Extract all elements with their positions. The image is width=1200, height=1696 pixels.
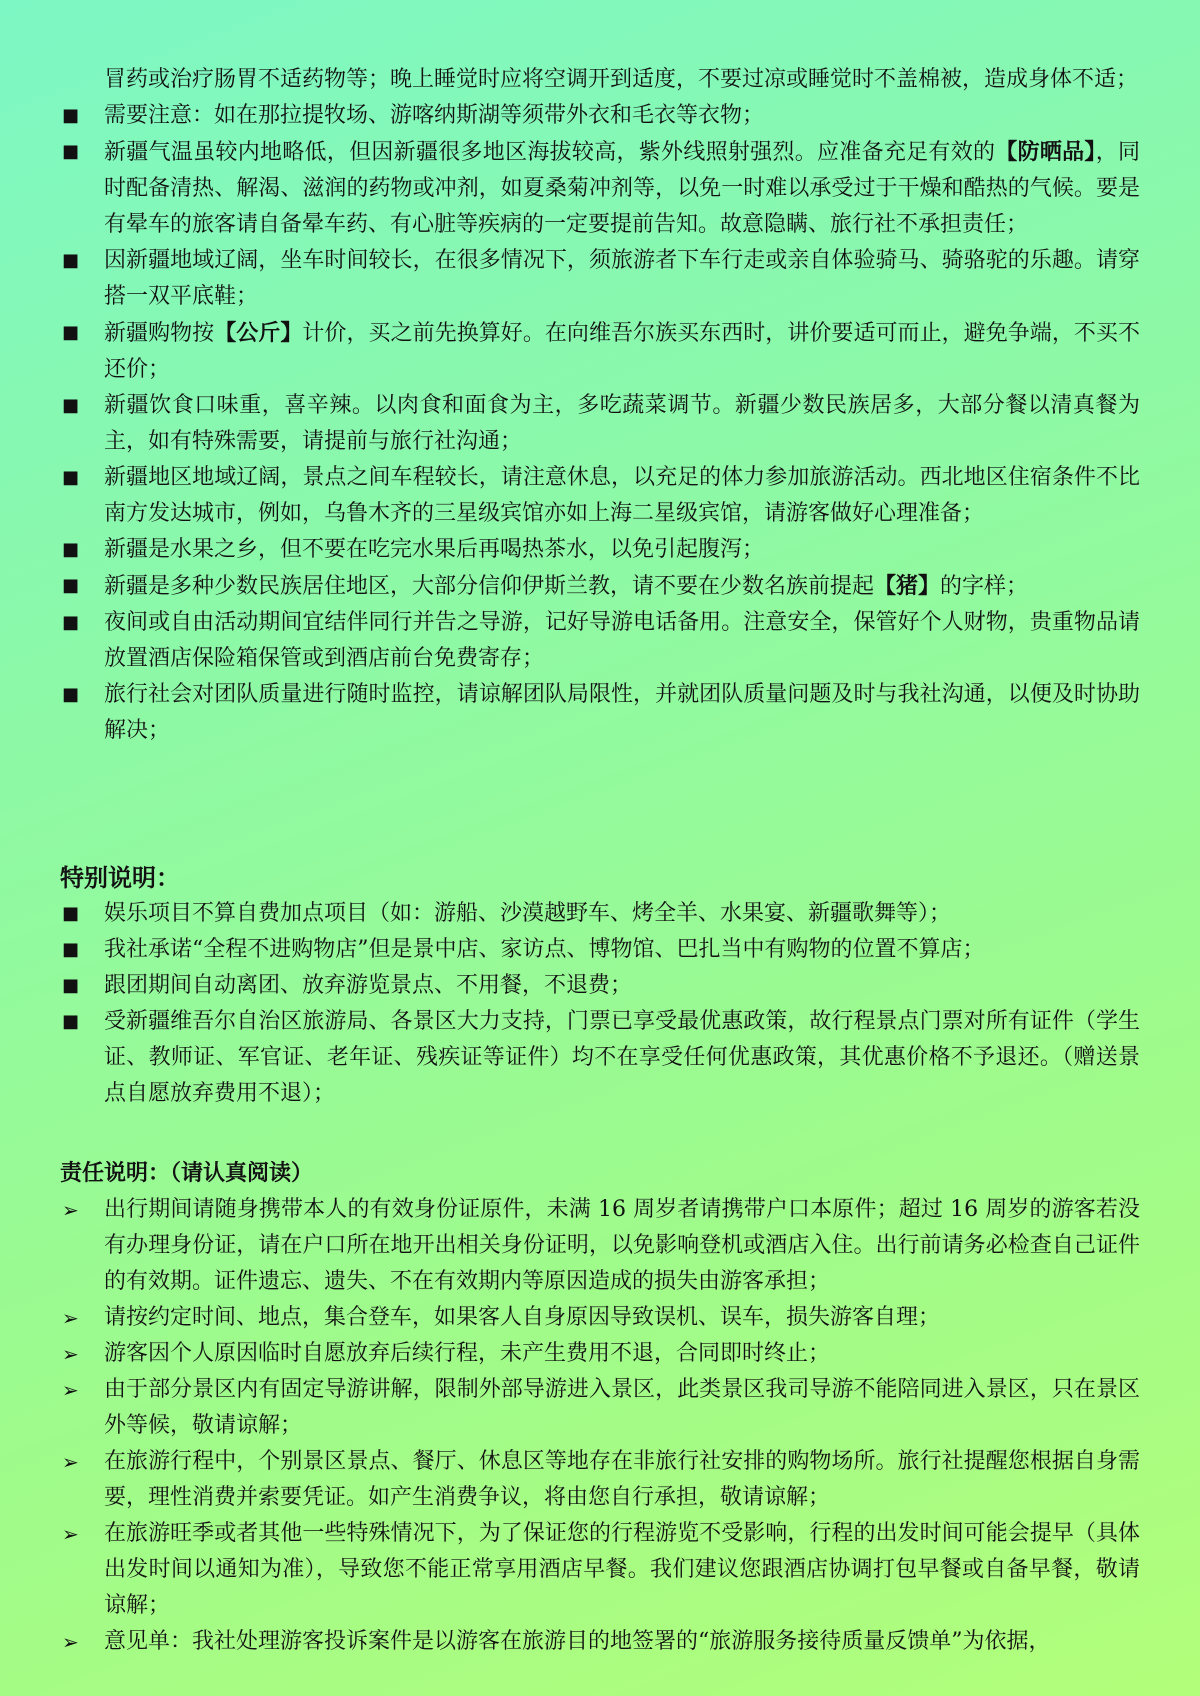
item-text: 因新疆地域辽阔，坐车时间较长，在很多情况下，须旅游者下车行走或亲自体验骑马、骑骆驼的乐趣。请穿搭一双平底鞋； <box>104 248 1140 309</box>
item-text: 新疆气温虽较内地略低，但因新疆很多地区海拔较高，紫外线照射强烈。应准备充足有效的 <box>104 140 996 165</box>
special-note-item <box>60 968 1140 1004</box>
item-text: 娱乐项目不算自费加点项目（如：游船、沙漠越野车、烤全羊、水果宴、新疆歌舞等）； <box>104 901 952 926</box>
note-item <box>60 243 1140 315</box>
square-bullet-icon: ■ <box>62 684 80 705</box>
note-item <box>60 568 1140 605</box>
arrow-bullet-icon: ➢ <box>62 1198 79 1222</box>
emphasis-text: 【公斤】 <box>214 320 303 346</box>
item-text: 游客因个人原因临时自愿放弃后续行程，未产生费用不退，合同即时终止； <box>104 1341 831 1366</box>
item-text: 意见单：我社处理游客投诉案件是以游客在旅游目的地签署的“旅游服务接待质量反馈单”为依据， <box>104 1629 1051 1654</box>
emphasis-text: 【猪】 <box>874 573 941 599</box>
item-text: 计价，买之前先换算好。在向维吾尔族买东西时，讲价要适可而止，避免争端，不买不还价； <box>104 321 1140 382</box>
note-item <box>60 388 1140 460</box>
square-bullet-icon: ■ <box>62 322 80 343</box>
item-text: 新疆地区地域辽阔，景点之间车程较长，请注意休息，以充足的体力参加旅游活动。西北地区住宿条件不比南方发达城市，例如，乌鲁木齐的三星级宾馆亦如上海二星级宾馆，请游客做好心理准备； <box>104 465 1140 526</box>
arrow-bullet-icon: ➢ <box>62 1306 79 1330</box>
square-bullet-icon: ■ <box>62 975 80 996</box>
arrow-bullet-icon: ➢ <box>62 1630 79 1654</box>
responsibility-item <box>60 1336 1140 1372</box>
note-item <box>60 460 1140 532</box>
note-item <box>60 532 1140 568</box>
responsibility-section <box>60 1156 1140 1660</box>
notes-list <box>60 98 1140 749</box>
item-text: 新疆是水果之乡，但不要在吃完水果后再喝热茶水，以免引起腹泻； <box>104 537 765 562</box>
item-text: 在旅游旺季或者其他一些特殊情况下，为了保证您的行程游览不受影响，行程的出发时间可能会提早（具体出发时间以通知为准），导致您不能正常享用酒店早餐。我们建议您跟酒店协调打包早餐或自备早餐，敬请谅解； <box>104 1521 1140 1618</box>
square-bullet-icon: ■ <box>62 539 80 560</box>
responsibility-item <box>60 1444 1140 1516</box>
square-bullet-icon: ■ <box>62 903 80 924</box>
top-continuation-text: 冒药或治疗肠胃不适药物等；晚上睡觉时应将空调开到适度，不要过凉或睡觉时不盖棉被，造成身体不适； <box>104 67 1139 92</box>
square-bullet-icon: ■ <box>62 1011 80 1032</box>
responsibility-heading: 责任说明：（请认真阅读） <box>60 1161 314 1186</box>
arrow-bullet-icon: ➢ <box>62 1450 79 1474</box>
special-note-item <box>60 1004 1140 1112</box>
item-text: 新疆是多种少数民族居住地区，大部分信仰伊斯兰教，请不要在少数名族前提起 <box>104 574 875 599</box>
emphasis-text: 【防晒品】 <box>995 139 1096 165</box>
square-bullet-icon: ■ <box>62 395 80 416</box>
square-bullet-icon: ■ <box>62 939 80 960</box>
item-text: 需要注意：如在那拉提牧场、游喀纳斯湖等须带外衣和毛衣等衣物； <box>104 103 765 128</box>
note-item <box>60 677 1140 749</box>
item-text: 请按约定时间、地点，集合登车，如果客人自身原因导致误机、误车，损失游客自理； <box>104 1305 941 1330</box>
travel-notes-section <box>60 62 1140 749</box>
responsibility-item <box>60 1300 1140 1336</box>
item-text: 新疆饮食口味重，喜辛辣。以肉食和面食为主，多吃蔬菜调节。新疆少数民族居多，大部分餐以清真餐为主，如有特殊需要，请提前与旅行社沟通； <box>104 393 1140 454</box>
item-text: 我社承诺“全程不进购物店”但是景中店、家访点、博物馆、巴扎当中有购物的位置不算店； <box>104 937 985 962</box>
item-text: 由于部分景区内有固定导游讲解，限制外部导游进入景区，此类景区我司导游不能陪同进入景区，只在景区外等候，敬请谅解； <box>104 1377 1140 1438</box>
square-bullet-icon: ■ <box>62 612 80 633</box>
item-text: 在旅游行程中，个别景区景点、餐厅、休息区等地存在非旅行社安排的购物场所。旅行社提醒您根据自身需要，理性消费并索要凭证。如产生消费争议，将由您自行承担，敬请谅解； <box>104 1449 1140 1510</box>
arrow-bullet-icon: ➢ <box>62 1522 79 1546</box>
item-text: 跟团期间自动离团、放弃游览景点、不用餐，不退费； <box>104 973 633 998</box>
responsibility-item <box>60 1624 1140 1660</box>
special-notes-heading: 特别说明： <box>60 864 180 892</box>
responsibility-item <box>60 1192 1140 1300</box>
responsibility-list <box>60 1192 1140 1660</box>
item-text: 的字样； <box>940 574 1029 599</box>
square-bullet-icon: ■ <box>62 105 80 126</box>
item-text: 新疆购物按 <box>104 321 215 346</box>
square-bullet-icon: ■ <box>62 467 80 488</box>
item-text: 旅行社会对团队质量进行随时监控，请谅解团队局限性，并就团队质量问题及时与我社沟通，以便及时协助解决； <box>104 682 1140 743</box>
item-text: 受新疆维吾尔自治区旅游局、各景区大力支持，门票已享受最优惠政策，故行程景点门票对所有证件（学生证、教师证、军官证、老年证、残疾证等证件）均不在享受任何优惠政策，其优惠价格不予退还。（赠送景点自愿放弃费用不退）； <box>104 1009 1140 1106</box>
responsibility-item <box>60 1372 1140 1444</box>
square-bullet-icon: ■ <box>62 141 80 162</box>
square-bullet-icon: ■ <box>62 250 80 271</box>
special-note-item <box>60 896 1140 932</box>
special-note-item <box>60 932 1140 968</box>
note-item <box>60 605 1140 677</box>
item-text: ，同时配备清热、解渴、滋润的药物或冲剂，如夏桑菊冲剂等，以免一时难以承受过于干燥和酷热的气候。要是有晕车的旅客请自备晕车药、有心脏等疾病的一定要提前告知。故意隐瞒、旅行社不承担责任； <box>104 140 1140 237</box>
item-text: 出行期间请随身携带本人的有效身份证原件，未满 16 周岁者请携带户口本原件；超过 16 周岁的游客若没有办理身份证，请在户口所在地开出相关身份证明，以免影响登机或酒店入住。出行前请务必检查自己证件的有效期。证件遗忘、遗失、不在有效期内等原因造成的损失由游客承担； <box>104 1197 1140 1294</box>
arrow-bullet-icon: ➢ <box>62 1342 79 1366</box>
item-text: 夜间或自由活动期间宜结伴同行并告之导游，记好导游电话备用。注意安全，保管好个人财物，贵重物品请放置酒店保险箱保管或到酒店前台免费寄存； <box>104 610 1140 671</box>
note-item <box>60 134 1140 243</box>
arrow-bullet-icon: ➢ <box>62 1378 79 1402</box>
responsibility-item <box>60 1516 1140 1624</box>
special-notes-section <box>60 860 1140 1112</box>
note-item <box>60 315 1140 388</box>
note-item <box>60 98 1140 134</box>
square-bullet-icon: ■ <box>62 575 80 596</box>
special-notes-list <box>60 896 1140 1112</box>
